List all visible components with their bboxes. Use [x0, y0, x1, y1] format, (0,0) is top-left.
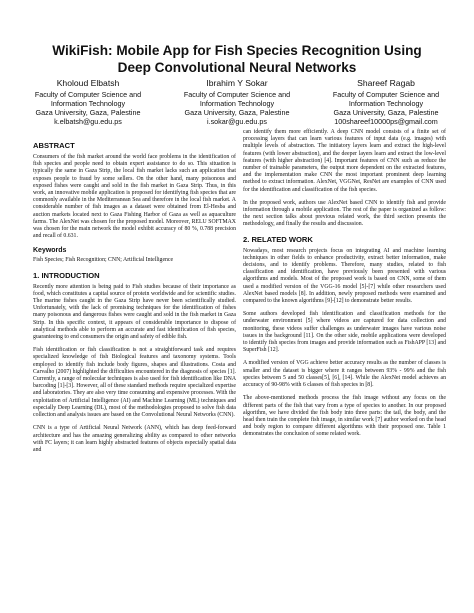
left-column [33, 137, 236, 460]
paragraph: In the proposed work, authors use AlexNet based CNN to identify fish and provide information through a mobile application. The rest of the paper is organized as follow: the next section talks about previous related work, the third section presents the methodology, and finally the results and discussion. [243, 199, 446, 228]
introduction-heading: 1. INTRODUCTION [33, 270, 100, 280]
paragraph: Recently more attention is being paid to Fish studies because of their importance as food, which constitutes a capital source of protein worldwide and for scientific studies. The marine fishes caught in the Gaza Strip have never been scientifically studied. Unfortunately, with the lack of promising techniques for the identification of fishes many poisonous and dangerous fishes were caught and sold in the fish market in Gaza Strip. In this specific context, it appears of considerable importance to dispose of analytical methods able to perform an accurate and fast identification of fish species, guaranteeing to end consumers the origin and safety of edible fish. [33, 283, 236, 341]
paragraph: Fish identification or fish classification is not a straightforward task and requires specialized knowledge of fish Biological features and taxonomy systems. Tools employed to identify fish include body figures, shapes and illustrations. Costa and Carvalho (2007) highlighted the difficulties encountered in the diagnosis of species [1]. Currently, a range of molecular techniques is also used for fish identification like DNA barcoding [1]-[3]. However, all of these standard methods require specialized expertise and laboratories. They are also very time consuming and expensive processes. With the exploitation of Artificial Intelligence (AI) and Machine Learning (ML) techniques and especially Deep Learning (DL), most of the methodologies proposed to solve fish data collection and analysis issues are based on the Convolutional Neural Networks (CNN). [33, 347, 236, 419]
author-name: Shareef Ragab [357, 78, 415, 88]
author-affiliation: Faculty of Computer Science and [332, 90, 440, 99]
author-block [18, 78, 456, 126]
author-3 [316, 78, 456, 126]
author-affiliation: Information Technology [199, 99, 275, 108]
title-line-1: WikiFish: Mobile App for Fish Species Recognition Using [52, 43, 422, 58]
author-affiliation: Gaza University, Gaza, Palestine [333, 108, 439, 117]
author-affiliation: Information Technology [348, 99, 424, 108]
paragraph: can identify them more efficiently. A deep CNN model consists of a finite set of processing layers that can learn various features of input data (e.g. images) with multiple levels of abstraction. The initiatory layers learn and extract the high-level features (with lower abstraction), and the deeper layers learn and extract the low-level features (with higher abstraction) [4]. Important features of CNN such as reduce the number of trainable parameters, the output more dependent on the extracted features, and the implementation make CNN the most important prominent deep learning method to extract information. AlexNet, VGGNet, ResNet are examples of CNN used for the identification and classification of the fish species. [243, 129, 446, 193]
abstract-text: Consumers of the fish market around the world face problems in the identification of fish species and people need to obtain expert assistance to do so. This situation is typically the same in Gaza Strip, the local fish market lacks such an application that exposes people to fraud by some sellers. On the other hand, many poisonous and exposed fishes were caught and sold in the fish market in Gaza Strip. Thus, in this work, an innovative mobile application is proposed for identifying fish species that are commonly available in the Mediterranean Sea and therefore in the local fish market. A considerable number of fish images as a dataset were obtained from El-Hesba and auction markets located next to Gaza Fishing Harbor of Gaza as well as aquaculture farms. The AlexNet was chosen for the proposed model. Moreover, RELU SOFTMAX was chosen for the main network the model exhibit accuracy of 80 %, 0.788 precision and recall of 0.631. [33, 154, 236, 240]
related-work-heading: 2. RELATED WORK [243, 234, 313, 244]
paragraph: The above-mentioned methods process the fish image without any focus on the different parts of the fish that vary from a type of species to another. In our proposed algorithm, we have divided the fish body into three parts: the tail, the body, and the head then train the complete fish image, in similar work [7] author worked on the head and body region to compare different algorithms with their proposed one. Table 1 demonstrates the conclusion of some related work. [243, 395, 446, 438]
author-affiliation: Faculty of Computer Science and [34, 90, 142, 99]
author-email: k.elbatsh@gu.edu.ps [54, 117, 122, 126]
keywords-heading: Keywords [33, 247, 67, 255]
author-2 [167, 78, 307, 126]
author-name: Kholoud Elbatsh [56, 78, 120, 88]
paper-title [20, 42, 454, 76]
paragraph: A modified version of VGG achieve better accuracy results as the number of classes is smaller and the dataset is bigger where it ranges between 93% - 99% and the fish species between 5 and 50 classes[5], [6], [14]. While the AlexNet model achieves an accuracy of 90-98% with 6 classes of fish species in [8]. [243, 360, 446, 389]
author-affiliation: Faculty of Computer Science and [183, 90, 291, 99]
paragraph: CNN is a type of Artificial Neural Network (ANN), which has deep feed-forward architecture and has the amazing generalizing ability as compared to other networks with FC layers; it can learn highly abstracted features of objects especially spatial data and [33, 425, 236, 453]
author-affiliation: Information Technology [50, 99, 126, 108]
author-email: i.sokar@gu.edu.ps [206, 117, 268, 126]
keywords-text: Fish Species; Fish Recognition; CNN; Artificial Intelligence [33, 257, 174, 264]
paragraph: Some authors developed fish identification and classification methods for the underwater environment [5] where videos are captured for data collection and monitoring, these videos suffer challenges as underwater images have various noise issues in the background [11]. On the other side, mobile applications were developed to identify fish species from images and provide information such as FishAPP [13] and SuperFish [12]. [243, 311, 446, 354]
paragraph: Nowadays, most research projects focus on integrating AI and machine learning techniques in other fields to enhance productivity, extract better information, make decisions, and to identify problems. Therefore, many studies, related to fish classification and identification, have previously been presented with various algorithms and models. Most of the proposed work is based on CNN, some of them used a modified version of the VGG-16 model [5]-[7] while other researchers used AlexNet based models [8]. In addition, newly proposed methods were examined and compared to the known algorithms [9]-[12] to demonstrate better results. [243, 247, 446, 305]
author-affiliation: Gaza University, Gaza, Palestine [184, 108, 290, 117]
author-1 [18, 78, 158, 126]
title-line-2: Deep Convolutional Neural Networks [117, 60, 357, 75]
abstract-heading: ABSTRACT [33, 141, 75, 150]
right-column [243, 129, 446, 445]
author-email: 100shareef10000ps@gmail.com [334, 117, 438, 126]
author-affiliation: Gaza University, Gaza, Palestine [35, 108, 141, 117]
author-name: Ibrahim Y Sokar [206, 78, 268, 88]
